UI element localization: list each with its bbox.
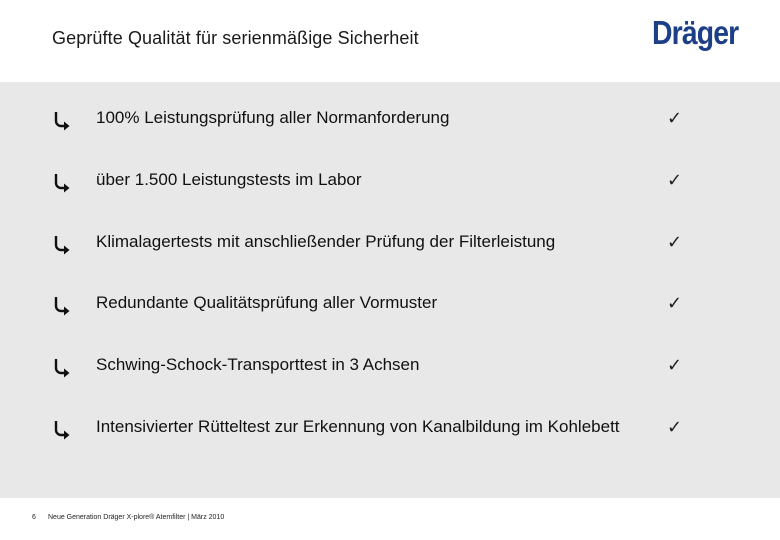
list-item — [0, 352, 780, 382]
curved-arrow-icon — [50, 171, 72, 193]
curved-arrow-icon — [50, 109, 72, 131]
list-item-text: über 1.500 Leistungstests im Labor — [96, 170, 362, 189]
checkmark-icon: ✓ — [667, 170, 683, 191]
page-number: 6 — [32, 514, 36, 521]
curved-arrow-icon — [50, 233, 72, 255]
list-item — [0, 414, 780, 444]
list-item — [0, 105, 780, 135]
list-item-text: Schwing-Schock-Transporttest in 3 Achsen — [96, 355, 420, 374]
list-item — [0, 229, 780, 259]
list-item-text: 100% Leistungsprüfung aller Normanforderung — [96, 108, 450, 127]
checkmark-icon: ✓ — [667, 232, 683, 253]
curved-arrow-icon — [50, 294, 72, 316]
checkmark-icon: ✓ — [667, 355, 683, 376]
checkmark-icon: ✓ — [667, 108, 683, 129]
brand-logo: Dräger — [652, 14, 739, 51]
checkmark-icon: ✓ — [667, 293, 683, 314]
curved-arrow-icon — [50, 418, 72, 440]
curved-arrow-icon — [50, 356, 72, 378]
list-item — [0, 290, 780, 320]
page-title: Geprüfte Qualität für serienmäßige Sicherheit — [52, 28, 419, 48]
list-item — [0, 167, 780, 197]
checkmark-icon: ✓ — [667, 417, 683, 438]
footer-text: Neue Generation Dräger X-plore® Atemfilter | März 2010 — [48, 514, 225, 521]
list-item-text: Intensivierter Rütteltest zur Erkennung von Kanalbildung im Kohlebett — [96, 417, 620, 436]
list-item-text: Redundante Qualitätsprüfung aller Vormuster — [96, 293, 438, 312]
list-item-text: Klimalagertests mit anschließender Prüfung der Filterleistung — [96, 232, 556, 251]
